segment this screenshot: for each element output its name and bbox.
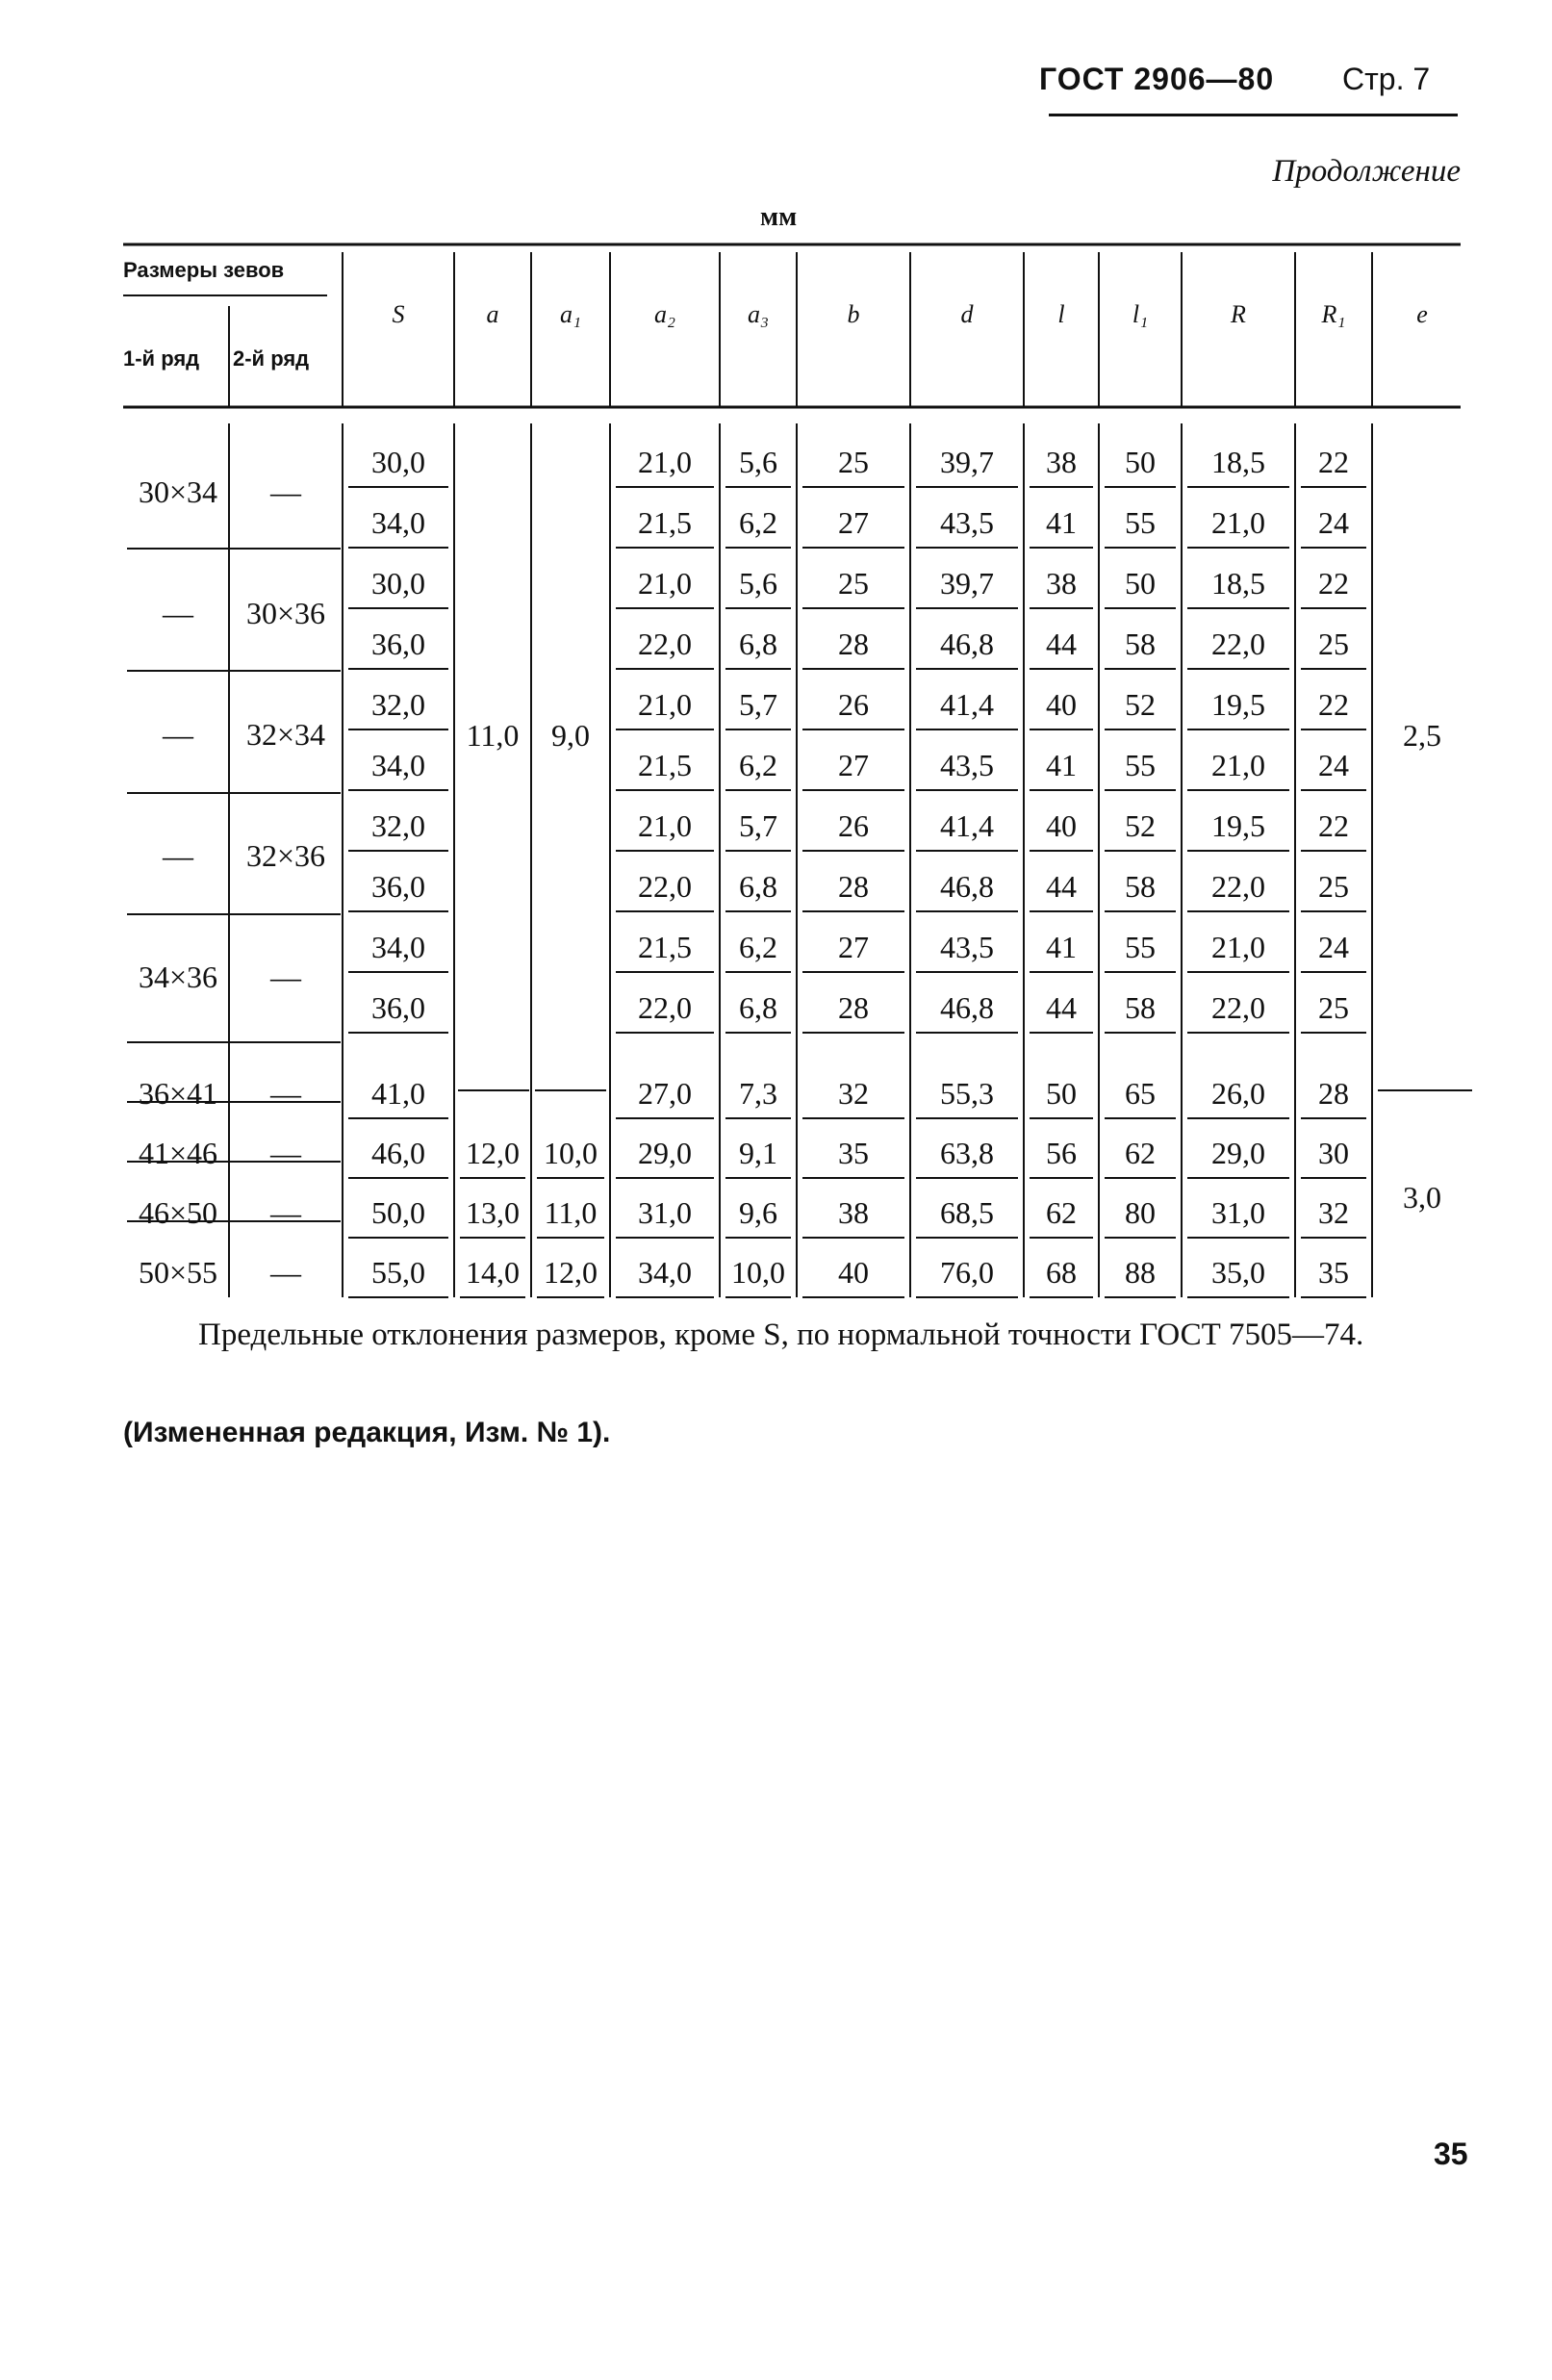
cell-s: 41,0 [371, 1076, 425, 1111]
revision-note: (Измененная редакция, Изм. № 1). [123, 1417, 611, 1448]
cell-row1: 30×34 [138, 474, 218, 509]
cell-d: 46,8 [940, 627, 994, 661]
cell-l: 44 [1046, 869, 1077, 904]
cell-l1: 58 [1125, 990, 1156, 1025]
cell-s: 32,0 [371, 808, 425, 843]
cell-d: 46,8 [940, 869, 994, 904]
cell-d: 41,4 [940, 687, 994, 722]
cell-row1: — [163, 596, 193, 630]
cell-r1: 24 [1318, 748, 1349, 782]
cell-a2: 21,5 [638, 505, 692, 540]
cell-a1: 11,0 [544, 1195, 598, 1230]
cell-r: 26,0 [1211, 1076, 1265, 1111]
a1-merged-value: 9,0 [551, 718, 590, 753]
cell-r1: 24 [1318, 505, 1349, 540]
cell-b: 32 [838, 1076, 869, 1111]
cell-r: 31,0 [1211, 1195, 1265, 1230]
cell-r: 35,0 [1211, 1255, 1265, 1290]
cell-b: 25 [838, 445, 869, 479]
cell-r: 21,0 [1211, 748, 1265, 782]
cell-l: 41 [1046, 930, 1077, 964]
col-header-a2: a₂ [653, 300, 676, 328]
cell-l1: 62 [1125, 1136, 1156, 1170]
standard-designation: ГОСТ 2906—80 [1039, 62, 1275, 96]
row1-header: 1-й ряд [123, 346, 200, 371]
cell-r1: 25 [1318, 990, 1349, 1025]
cell-b: 26 [838, 808, 869, 843]
cell-row2: 32×36 [245, 838, 326, 873]
cell-a3: 5,6 [739, 445, 777, 479]
cell-l1: 52 [1125, 808, 1156, 843]
cell-r: 29,0 [1211, 1136, 1265, 1170]
cell-d: 63,8 [940, 1136, 994, 1170]
cell-s: 55,0 [371, 1255, 425, 1290]
cell-l1: 58 [1125, 869, 1156, 904]
cell-s: 36,0 [371, 627, 425, 661]
cell-row2: 32×34 [245, 717, 326, 752]
cell-s: 30,0 [371, 445, 425, 479]
cell-row2: — [270, 474, 301, 509]
cell-r1: 30 [1318, 1136, 1349, 1170]
cell-s: 32,0 [371, 687, 425, 722]
cell-r: 22,0 [1211, 627, 1265, 661]
cell-r: 19,5 [1211, 808, 1265, 843]
cell-r: 21,0 [1211, 505, 1265, 540]
cell-d: 41,4 [940, 808, 994, 843]
cell-row1: 36×41 [138, 1076, 218, 1111]
cell-l: 44 [1046, 990, 1077, 1025]
cell-a1: 10,0 [544, 1136, 598, 1170]
cell-b: 40 [838, 1255, 869, 1290]
cell-b: 25 [838, 566, 869, 601]
col-header-b: b [847, 300, 860, 328]
cell-r: 21,0 [1211, 930, 1265, 964]
cell-l: 40 [1046, 808, 1077, 843]
cell-r: 18,5 [1211, 566, 1265, 601]
cell-r1: 28 [1318, 1076, 1349, 1111]
cell-a: 12,0 [466, 1136, 520, 1170]
cell-a3: 7,3 [739, 1076, 777, 1111]
cell-l: 62 [1046, 1195, 1077, 1230]
page-label: Стр. 7 [1342, 62, 1431, 96]
cell-row2: — [270, 960, 301, 994]
cell-row1: 46×50 [138, 1195, 218, 1230]
cell-a2: 21,0 [638, 445, 692, 479]
cell-a2: 27,0 [638, 1076, 692, 1111]
cell-r1: 32 [1318, 1195, 1349, 1230]
cell-l1: 55 [1125, 930, 1156, 964]
cell-l1: 55 [1125, 748, 1156, 782]
unit-label: мм [760, 202, 798, 232]
cell-d: 43,5 [940, 748, 994, 782]
cell-l1: 55 [1125, 505, 1156, 540]
cell-r: 19,5 [1211, 687, 1265, 722]
cell-b: 35 [838, 1136, 869, 1170]
cell-a2: 21,0 [638, 566, 692, 601]
col-header-d: d [960, 300, 974, 328]
cell-a2: 22,0 [638, 869, 692, 904]
cell-r: 18,5 [1211, 445, 1265, 479]
cell-row1: — [163, 717, 193, 752]
cell-b: 28 [838, 869, 869, 904]
cell-s: 34,0 [371, 930, 425, 964]
col-header-l1: l₁ [1132, 300, 1149, 328]
page-number: 35 [1434, 2137, 1468, 2171]
continuation-label: Продолжение [1272, 154, 1461, 189]
cell-s: 34,0 [371, 748, 425, 782]
cell-l1: 80 [1125, 1195, 1156, 1230]
cell-row2: 30×36 [245, 596, 326, 630]
tolerance-note-text: Предельные отклонения размеров, кроме S, по нормальной точности ГОСТ 7505—74. [198, 1318, 1364, 1352]
cell-r: 22,0 [1211, 990, 1265, 1025]
cell-r1: 24 [1318, 930, 1349, 964]
cell-a3: 9,1 [739, 1136, 777, 1170]
cell-s: 50,0 [371, 1195, 425, 1230]
cell-d: 43,5 [940, 930, 994, 964]
cell-a3: 9,6 [739, 1195, 777, 1230]
cell-d: 76,0 [940, 1255, 994, 1290]
tolerance-note [133, 1317, 1443, 1353]
col-header-e: e [1416, 300, 1428, 328]
cell-a2: 34,0 [638, 1255, 692, 1290]
cell-r1: 22 [1318, 445, 1349, 479]
cell-s: 46,0 [371, 1136, 425, 1170]
cell-d: 43,5 [940, 505, 994, 540]
cell-a3: 5,6 [739, 566, 777, 601]
cell-l: 40 [1046, 687, 1077, 722]
cell-a3: 6,2 [739, 505, 777, 540]
cell-s: 30,0 [371, 566, 425, 601]
cell-a3: 6,2 [739, 748, 777, 782]
cell-a2: 21,0 [638, 687, 692, 722]
col-header-a1: a₁ [559, 300, 582, 328]
cell-s: 36,0 [371, 990, 425, 1025]
cell-s: 36,0 [371, 869, 425, 904]
cell-r1: 22 [1318, 687, 1349, 722]
cell-a3: 6,8 [739, 869, 777, 904]
col-header-a: a [486, 300, 499, 328]
cell-row1: 50×55 [138, 1255, 218, 1290]
cell-l: 38 [1046, 566, 1077, 601]
a-merged-value: 11,0 [466, 718, 520, 753]
cell-a: 13,0 [466, 1195, 520, 1230]
cell-l1: 52 [1125, 687, 1156, 722]
cell-row2: — [270, 1195, 301, 1230]
cell-a3: 6,2 [739, 930, 777, 964]
col-header-r: R [1231, 300, 1246, 328]
cell-a2: 21,5 [638, 930, 692, 964]
cell-r1: 22 [1318, 566, 1349, 601]
cell-row1: 41×46 [138, 1136, 218, 1170]
cell-b: 27 [838, 930, 869, 964]
cell-a3: 6,8 [739, 990, 777, 1025]
cell-a3: 5,7 [739, 687, 777, 722]
cell-row1: 34×36 [138, 960, 218, 994]
cell-a: 14,0 [466, 1255, 520, 1290]
cell-a2: 22,0 [638, 990, 692, 1025]
cell-l1: 58 [1125, 627, 1156, 661]
cell-l: 68 [1046, 1255, 1077, 1290]
col-header-a3: a₃ [747, 300, 770, 328]
cell-row2: — [270, 1255, 301, 1290]
e-merged-upper-value: 2,5 [1403, 718, 1441, 753]
cell-d: 68,5 [940, 1195, 994, 1230]
cell-l1: 50 [1125, 445, 1156, 479]
cell-a3: 10,0 [731, 1255, 785, 1290]
cell-l1: 50 [1125, 566, 1156, 601]
cell-l1: 65 [1125, 1076, 1156, 1111]
col-header-s: S [392, 300, 405, 328]
cell-b: 27 [838, 505, 869, 540]
cell-l: 56 [1046, 1136, 1077, 1170]
cell-l: 44 [1046, 627, 1077, 661]
cell-d: 39,7 [940, 445, 994, 479]
cell-r1: 22 [1318, 808, 1349, 843]
cell-l: 41 [1046, 748, 1077, 782]
cell-d: 39,7 [940, 566, 994, 601]
cell-a2: 22,0 [638, 627, 692, 661]
cell-r1: 25 [1318, 869, 1349, 904]
cell-d: 46,8 [940, 990, 994, 1025]
cell-r1: 35 [1318, 1255, 1349, 1290]
cell-d: 55,3 [940, 1076, 994, 1111]
col-header-l: l [1057, 300, 1065, 328]
cell-a2: 21,0 [638, 808, 692, 843]
cell-b: 38 [838, 1195, 869, 1230]
cell-a2: 21,5 [638, 748, 692, 782]
size-group-header: Размеры зевов [123, 258, 285, 282]
cell-a3: 5,7 [739, 808, 777, 843]
cell-l: 50 [1046, 1076, 1077, 1111]
cell-row2: — [270, 1136, 301, 1170]
cell-r: 22,0 [1211, 869, 1265, 904]
cell-a2: 29,0 [638, 1136, 692, 1170]
col-header-r1: R₁ [1321, 300, 1346, 328]
cell-b: 26 [838, 687, 869, 722]
e-merged-lower-value: 3,0 [1403, 1180, 1441, 1215]
cell-row1: — [163, 838, 193, 873]
row2-header: 2-й ряд [233, 346, 310, 371]
cell-b: 28 [838, 990, 869, 1025]
cell-a3: 6,8 [739, 627, 777, 661]
cell-l: 41 [1046, 505, 1077, 540]
cell-b: 27 [838, 748, 869, 782]
cell-s: 34,0 [371, 505, 425, 540]
cell-l1: 88 [1125, 1255, 1156, 1290]
cell-a2: 31,0 [638, 1195, 692, 1230]
cell-row2: — [270, 1076, 301, 1111]
cell-a1: 12,0 [544, 1255, 598, 1290]
cell-l: 38 [1046, 445, 1077, 479]
cell-r1: 25 [1318, 627, 1349, 661]
cell-b: 28 [838, 627, 869, 661]
